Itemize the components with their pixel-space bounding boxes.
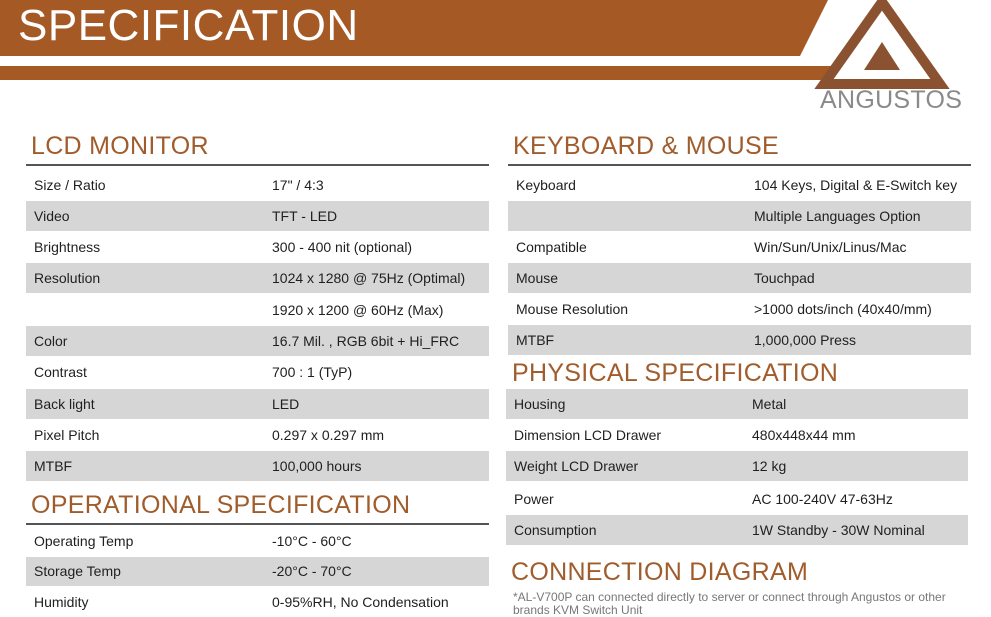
spec-value: -10°C - 60°C bbox=[272, 533, 352, 549]
spec-value: 300 - 400 nit (optional) bbox=[272, 239, 413, 255]
spec-value: 1024 x 1280 @ 75Hz (Optimal) bbox=[272, 270, 466, 286]
lcd-section-divider bbox=[26, 164, 489, 166]
spec-row bbox=[508, 170, 971, 200]
spec-label: Brightness bbox=[34, 239, 101, 255]
spec-row bbox=[26, 170, 489, 200]
keyboard-spec-table bbox=[508, 170, 971, 358]
spec-row bbox=[26, 326, 489, 356]
spec-value: Touchpad bbox=[754, 270, 815, 286]
spec-label: Mouse Resolution bbox=[516, 301, 629, 317]
spec-value: 0.297 x 0.297 mm bbox=[272, 427, 385, 443]
spec-row bbox=[508, 294, 971, 324]
spec-label: Power bbox=[514, 491, 554, 507]
spec-label: Storage Temp bbox=[34, 563, 121, 579]
spec-row bbox=[508, 201, 971, 231]
physical-section-title: PHYSICAL SPECIFICATION bbox=[512, 359, 839, 387]
spec-label: Resolution bbox=[34, 270, 101, 286]
spec-value: 700 : 1 (TyP) bbox=[272, 364, 353, 380]
spec-label: Pixel Pitch bbox=[34, 427, 100, 443]
spec-label: Back light bbox=[34, 396, 95, 412]
spec-value: 100,000 hours bbox=[272, 458, 362, 474]
spec-row bbox=[26, 201, 489, 231]
spec-row bbox=[26, 527, 489, 556]
keyboard-section-title: KEYBOARD & MOUSE bbox=[513, 132, 779, 160]
spec-row bbox=[26, 389, 489, 419]
angustos-logo bbox=[812, 0, 962, 118]
spec-label: Humidity bbox=[34, 594, 89, 610]
spec-value: TFT - LED bbox=[272, 208, 338, 224]
spec-value: 480x448x44 mm bbox=[752, 427, 856, 443]
logo-triangle-icon bbox=[812, 0, 962, 90]
spec-row bbox=[26, 295, 489, 325]
connection-note: *AL-V700P can connected directly to server or connect through Angustos or other brands KVM Switch Unit bbox=[513, 590, 946, 617]
spec-row bbox=[26, 263, 489, 293]
spec-value: 17" / 4:3 bbox=[272, 177, 324, 193]
spec-label: Contrast bbox=[34, 364, 87, 380]
spec-label: Size / Ratio bbox=[34, 177, 106, 193]
spec-value: 0-95%RH, No Condensation bbox=[272, 594, 449, 610]
spec-label: Compatible bbox=[516, 239, 587, 255]
spec-label: Mouse bbox=[516, 270, 559, 286]
spec-label: MTBF bbox=[516, 332, 555, 348]
spec-label: Video bbox=[34, 208, 70, 224]
spec-row bbox=[506, 484, 968, 514]
spec-value: 104 Keys, Digital & E-Switch key bbox=[754, 177, 958, 193]
spec-label: Color bbox=[34, 333, 68, 349]
spec-row bbox=[506, 420, 968, 450]
spec-value: Metal bbox=[752, 396, 787, 412]
spec-value: 12 kg bbox=[752, 458, 787, 474]
spec-row bbox=[26, 357, 489, 387]
physical-spec-table bbox=[506, 389, 968, 547]
spec-row bbox=[508, 263, 971, 293]
spec-value: 16.7 Mil. , RGB 6bit + Hi_FRC bbox=[272, 333, 460, 349]
spec-row bbox=[26, 557, 489, 586]
spec-value: Multiple Languages Option bbox=[754, 208, 921, 224]
spec-row bbox=[508, 232, 971, 262]
spec-value: AC 100-240V 47-63Hz bbox=[752, 491, 893, 507]
spec-label: Housing bbox=[514, 396, 566, 412]
spec-label: Dimension LCD Drawer bbox=[514, 427, 662, 443]
spec-label: MTBF bbox=[34, 458, 73, 474]
spec-row bbox=[26, 420, 489, 450]
keyboard-section-divider bbox=[508, 164, 971, 166]
spec-value: -20°C - 70°C bbox=[272, 563, 352, 579]
spec-value: Win/Sun/Unix/Linus/Mac bbox=[754, 239, 907, 255]
spec-label: Keyboard bbox=[516, 177, 576, 193]
spec-label: Weight LCD Drawer bbox=[514, 458, 639, 474]
lcd-spec-table bbox=[26, 170, 489, 484]
spec-row bbox=[506, 515, 968, 545]
lcd-section-title: LCD MONITOR bbox=[31, 132, 209, 160]
connection-section-title: CONNECTION DIAGRAM bbox=[511, 558, 809, 586]
spec-label: Operating Temp bbox=[34, 533, 134, 549]
spec-row bbox=[506, 389, 968, 419]
spec-value: 1920 x 1200 @ 60Hz (Max) bbox=[272, 302, 444, 318]
brand-name: ANGUSTOS bbox=[820, 86, 963, 114]
page-title: SPECIFICATION bbox=[18, 1, 359, 50]
spec-value: 1,000,000 Press bbox=[754, 332, 856, 348]
spec-row bbox=[26, 232, 489, 262]
spec-label: Consumption bbox=[514, 522, 597, 538]
spec-row bbox=[508, 325, 971, 355]
spec-value: LED bbox=[272, 396, 300, 412]
spec-value: 1W Standby - 30W Nominal bbox=[752, 522, 925, 538]
operational-section-divider bbox=[26, 523, 489, 525]
operational-spec-table bbox=[26, 527, 489, 613]
spec-row bbox=[26, 451, 489, 481]
spec-row bbox=[506, 451, 968, 481]
operational-section-title: OPERATIONAL SPECIFICATION bbox=[31, 491, 411, 519]
spec-value: >1000 dots/inch (40x40/mm) bbox=[754, 301, 932, 317]
